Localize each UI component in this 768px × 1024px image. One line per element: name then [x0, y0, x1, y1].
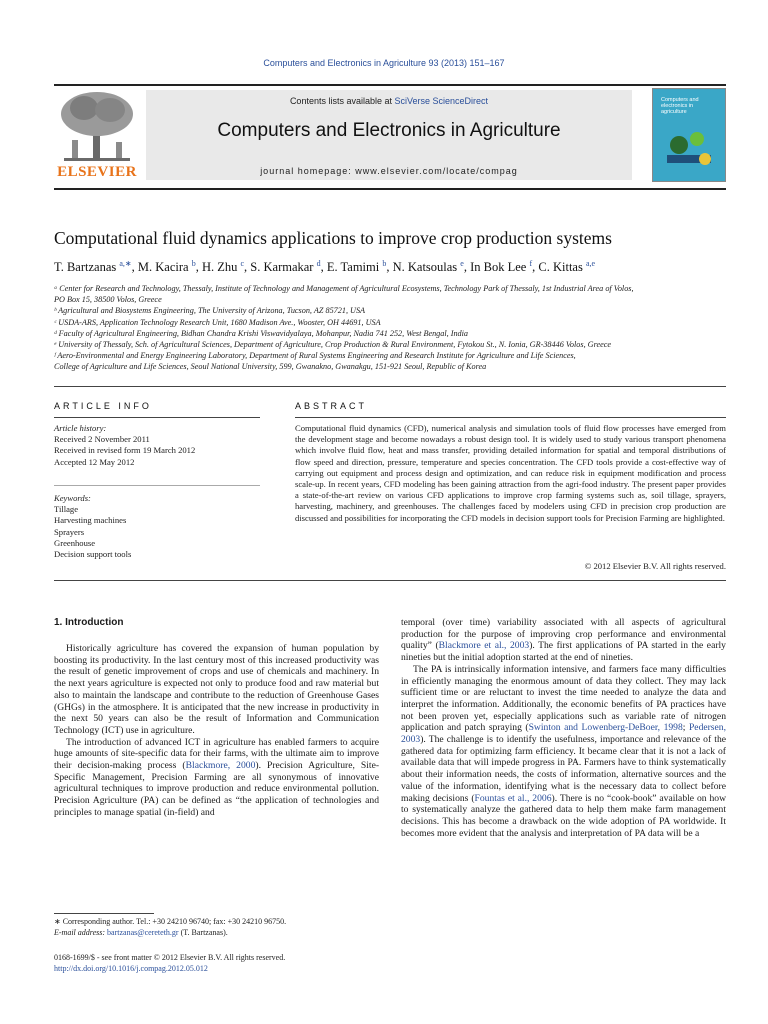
homepage-prefix: journal homepage: — [260, 166, 356, 176]
keyword-item: Decision support tools — [54, 549, 132, 560]
journal-reference[interactable]: Computers and Electronics in Agriculture 93 (2013) 151–167 — [263, 58, 505, 68]
page-footer — [54, 952, 285, 974]
paragraph — [401, 617, 726, 664]
paragraph — [54, 737, 379, 819]
author-affiliation-marker[interactable]: a,∗ — [119, 259, 132, 268]
citation-link[interactable]: Pedersen, 2003 — [401, 722, 726, 746]
keyword-item: Sprayers — [54, 526, 85, 537]
header-bottom-rule — [54, 188, 726, 190]
paper-title: Computational fluid dynamics applications to improve crop production systems — [54, 228, 612, 248]
abstract-heading: ABSTRACT — [295, 401, 368, 411]
abstract-copyright: © 2012 Elsevier B.V. All rights reserved. — [584, 561, 726, 571]
text-run: The introduction of advanced ICT in agriculture has enabled farmers to acquire huge amounts of site-specific data for their farms, with the ultimate aim to improve their decision-making process ( — [54, 736, 379, 772]
email-line — [54, 928, 379, 939]
sciencedirect-link[interactable]: SciVerse ScienceDirect — [394, 96, 489, 106]
text-run: The PA is intrinsically information intensive, and farmers face many difficulties in efficiently managing the enormous amount of data they collect. They may lack sufficient time or are reluctant to invest the time needed to analyze the data and interpret the information. Additionally, the economic benefits of PA practices have not been proven yet, especially applications such as variable rate of nitrogen application and patch spraying ( — [401, 663, 726, 734]
cover-title: Computers and electronics in agriculture — [661, 97, 699, 115]
history-item: Received in revised form 19 March 2012 — [54, 445, 196, 456]
header-band — [146, 90, 632, 180]
author: C. Kittas $^{a,e}$ — [538, 259, 596, 275]
affiliation-line: ᵃ Center for Research and Technology, Thessaly, Institute of Technology and Management of Agricultural Ecosystems, Technology Park of Thessaly, 1st Industrial Area of Volos, — [54, 284, 634, 293]
contents-prefix: Contents lists available at — [289, 96, 395, 106]
keywords-rule — [54, 485, 260, 486]
text-run: ). The first applications of PA started in the early nineties but the initial adoption started at the end of nineties. — [401, 640, 726, 664]
history-item: Received 2 November 2011 — [54, 434, 150, 445]
author-affiliation-marker[interactable]: b — [382, 259, 387, 268]
affiliation-line: College of Agriculture and Life Sciences, Seoul National University, 599, Gwanakno, Gwanakgu, 151-921 Seoul, Republic of Korea — [54, 362, 487, 372]
citation-link[interactable]: Blackmore et al., 2003 — [438, 640, 530, 652]
text-run: ). The challenge is to identify the usefulness, importance and relevance of the gathered data for optimizing farm efficiency. It became clear that it is not a lack of available data that will impede progress in PA. Farmers have to think systematically about their information needs, the costs of information, alternative sources and the value of the information, identifying what is the necessary data to collect before making decisions ( — [401, 734, 726, 804]
journal-cover-thumbnail — [652, 88, 726, 182]
author-affiliation-marker[interactable]: a,e — [585, 259, 596, 268]
history-label: Article history: — [54, 423, 107, 433]
body-column-right — [401, 617, 726, 839]
abstract-text: Computational fluid dynamics (CFD), numerical analysis and simulation tools of fluid flow processes have emerged from the development stage and become nowadays a robust design tool. It is widely used to study various transport phenomena which involve fluid flow, heat and mass transfer, providing detailed information for spatial and temporal distributions of flow speed and direction, pressure, temperature and species concentration. The CFD tools provide a cost-effective way of carrying out equipment and process design and optimization, and can reduce risk in equipment modification and process scale-up. In recent years, CFD modeling has been gaining attraction from the agri-food industry. The present paper provides a state-of-the-art review on various CFD applications to improve crop farming systems such as, soil tillage, sprayers, harvesting, machinery, and greenhouses. The challenges faced by modelers using CFD in precision crop production are discussed and possibilities for incorporating the CFD models in decision support tools for Precision Farming are highlighted. — [295, 423, 726, 523]
journal-title: Computers and Electronics in Agriculture — [217, 120, 561, 141]
keywords — [54, 493, 260, 560]
journal-homepage — [146, 166, 632, 176]
corresponding-author: ∗ Corresponding author. Tel.: +30 24210 96740; fax: +30 24210 96750. — [54, 917, 287, 926]
email-link[interactable]: bartzanas@cereteth.gr — [107, 927, 179, 937]
introduction-heading: 1. Introduction — [54, 617, 124, 628]
affiliation-line: ᵇ Agricultural and Biosystems Engineering, The University of Arizona, Tucson, AZ 85721, USA — [54, 306, 366, 316]
issn-line: 0168-1699/$ - see front matter © 2012 Elsevier B.V. All rights reserved. — [54, 953, 286, 962]
affiliation-line: ᶠ Aero-Environmental and Energy Engineering Laboratory, Department of Rural Systems Engineering and Research Institute for Agriculture and Life Sciences, — [54, 351, 576, 361]
author-list: T. Bartzanas $^{a,∗}$, M. Kacira $^b$, H. Zhu $^c$, S. Karmakar $^d$, E. Tamimi $^b$, N. Katsoulas $^e$, In Bok Lee $^f$, C. Kittas $^{a,e}$ — [54, 259, 596, 275]
email-label: E-mail address: — [54, 927, 108, 937]
author-affiliation-marker[interactable]: f — [529, 259, 533, 268]
email-suffix: (T. Bartzanas). — [178, 927, 228, 937]
paragraph — [401, 664, 726, 840]
contents-line — [146, 96, 632, 106]
author-affiliation-marker[interactable]: e — [460, 259, 464, 268]
author: M. Kacira $^b$ — [137, 259, 196, 275]
author-affiliation-marker[interactable]: c — [240, 259, 245, 268]
section-rule — [54, 386, 726, 387]
keyword-item: Harvesting machines — [54, 515, 127, 526]
elsevier-logo — [54, 88, 140, 184]
elsevier-tree-icon — [54, 88, 140, 164]
elsevier-wordmark: ELSEVIER — [57, 164, 137, 180]
keywords-label: Keywords: — [54, 493, 91, 503]
author: S. Karmakar $^d$ — [250, 259, 321, 275]
article-info-heading: ARTICLE INFO — [54, 401, 152, 411]
abstract-rule — [295, 417, 726, 418]
text-run: ). Precision Agriculture, Site-Specific Management, Precision Farming are all synonymous of innovative agricultural techniques to improve production and reduce environmental pollution. Precision Agriculture (PA) can be defined as “the application of technologies and principles to manage spatial (in-field) and — [54, 760, 380, 818]
affiliation-line: ᵈ Faculty of Agricultural Engineering, Bidhan Chandra Krishi Viswavidyalaya, Mohanpur, Nadia 741 252, West Bengal, India — [54, 328, 469, 338]
text-run: temporal (over time) variability associated with all aspects of agricultural production for the purpose of improving crop performance and environmental quality” ( — [401, 617, 726, 652]
article-info-rule — [54, 417, 260, 418]
keyword-item: Tillage — [54, 504, 79, 515]
author: T. Bartzanas $^{a,∗}$ — [54, 259, 132, 275]
affiliation-line: ᵉ University of Thessaly, Sch. of Agricultural Sciences, Department of Agriculture, Crop Production & Rural Environment, Fytokou St., N. Ionia, GR-38446 Volos, Greece — [54, 340, 611, 350]
history-item: Accepted 12 May 2012 — [54, 456, 135, 467]
article-history — [54, 423, 260, 468]
author-affiliation-marker[interactable]: b — [191, 259, 196, 268]
journal-header — [54, 88, 726, 184]
cover-art-icon — [653, 89, 725, 181]
author: E. Tamimi $^b$ — [326, 259, 387, 275]
text-run: ). There is no “cook-book” available on how to systematically analyze the gathered data to help them make farm management decisions. This has become a drawback on the wide adoption of PA worldwide. It becomes more evident that the analysis and interpretation of PA data will be a — [401, 792, 726, 839]
affiliations — [54, 283, 726, 373]
footnote — [54, 917, 379, 938]
body-column-left — [54, 643, 379, 819]
affiliation-line: ᶜ USDA-ARS, Application Technology Research Unit, 1680 Madison Ave., Wooster, OH 44691, USA — [54, 317, 381, 327]
keyword-item: Greenhouse — [54, 537, 96, 548]
author: N. Katsoulas $^e$ — [392, 259, 464, 275]
homepage-link[interactable]: www.elsevier.com/locate/compag — [355, 166, 518, 176]
author: H. Zhu $^c$ — [201, 259, 245, 275]
footnote-rule — [54, 913, 154, 914]
citation-link[interactable]: Blackmore, 2000 — [185, 760, 256, 772]
author: In Bok Lee $^f$ — [470, 259, 533, 275]
paragraph: Historically agriculture has covered the expansion of human population by boosting its productivity. In the last century most of this increased productivity was the result of genetic improvement of crops and use of chemicals and machinery. In the next years agriculture is expected not only to produce food and raw material but also to maintain the landscape and contribute to the reduction of Greenhouse Gases (GHGs) in the atmosphere. It is anticipated that the new increase in productivity in the next 50 years can also be the result of Information and Communication Technology (ICT) use in agriculture. — [54, 643, 379, 736]
body-rule — [54, 580, 726, 581]
author-affiliation-marker[interactable]: d — [316, 259, 321, 268]
affiliation-line: PO Box 15, 38500 Volos, Greece — [54, 295, 162, 305]
text-run: ; — [682, 722, 689, 734]
citation-link[interactable]: Swinton and Lowenberg-DeBoer, 1998 — [528, 722, 683, 734]
header-top-rule — [54, 84, 726, 86]
citation-link[interactable]: Fountas et al., 2006 — [474, 792, 552, 804]
doi-link[interactable]: http://dx.doi.org/10.1016/j.compag.2012.05.012 — [54, 964, 208, 973]
